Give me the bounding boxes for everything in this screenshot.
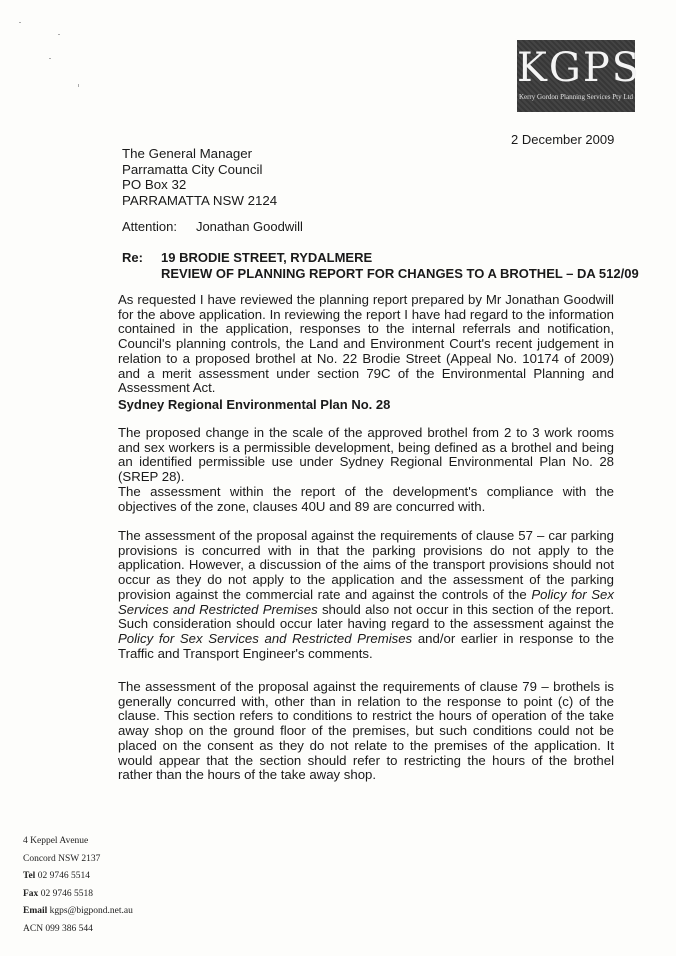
subject-lines xyxy=(161,250,639,281)
attention-line xyxy=(122,219,303,234)
recipient-line: PARRAMATTA NSW 2124 xyxy=(122,192,278,208)
logo-mark: KGPS xyxy=(517,45,642,91)
email-address: kgps@bigpond.net.au xyxy=(49,906,133,916)
paragraph: The assessment of the proposal against the requirements of clause 79 – brothels is generally concurred with, other than in relation to the response to point (c) of the clause. This section refers to conditions to restrict the hours of operation of the take away shop on the ground floor of the premises, but such conditions could not be placed on the consent as they do not relate to the premises of the application. It would appear that the section should refer to restricting the hours of the brothel rather than the hours of the take away shop. xyxy=(118,679,614,783)
scan-speck xyxy=(78,84,79,87)
logo-subtitle: Kerry Gordon Planning Services Pty Ltd xyxy=(518,93,634,101)
tel-label: Tel xyxy=(23,871,36,881)
section-heading: Sydney Regional Environmental Plan No. 28 xyxy=(118,397,391,412)
paragraph-text: The assessment of the proposal against the requirements of clause 57 – car parking provisions is concurred with in that the parking provisions do not apply to the application. However, a discussion of the aims of the transport provisions should not occur as they do not apply to the application and the assessment of the parking provision against the commercial rate and against the controls of the xyxy=(118,528,614,602)
subject-line: REVIEW OF PLANNING REPORT FOR CHANGES TO A BROTHEL – DA 512/09 xyxy=(161,265,639,281)
paragraph: As requested I have reviewed the planning report prepared by Mr Jonathan Goodwill for the above application. In reviewing the report I have had regard to the information contained in the application, responses to the internal referrals and notification, Council's planning controls, the Land and Environment Court's recent judgement in relation to a proposed brothel at No. 22 Brodie Street (Appeal No. 10174 of 2009) and a merit assessment under section 79C of the Environmental Planning and Assessment Act. xyxy=(118,292,614,396)
footer-tel xyxy=(23,868,133,886)
paragraph-text: should also not occur in this section of the report. Such consideration should occur later having regard to the assessment against the xyxy=(118,601,614,632)
footer-email xyxy=(23,903,133,921)
company-contact-footer xyxy=(23,833,133,938)
paragraph xyxy=(118,529,614,661)
fax-number: 02 9746 5518 xyxy=(40,888,93,899)
subject-label: Re: xyxy=(122,250,143,265)
recipient-line: The General Manager xyxy=(122,146,253,161)
company-logo xyxy=(517,40,642,112)
scan-speck xyxy=(19,22,21,23)
tel-number: 02 9746 5514 xyxy=(37,871,90,881)
paragraph-text: and/or earlier in response to the Traffic and Transport Engineer's comments. xyxy=(118,630,614,661)
footer-fax xyxy=(23,886,133,904)
recipient-line: PO Box 32 xyxy=(122,177,187,192)
footer-suburb: Concord NSW 2137 xyxy=(23,853,101,864)
letter-date: 2 December 2009 xyxy=(511,132,615,147)
recipient-address xyxy=(122,146,277,208)
paragraph: The proposed change in the scale of the approved brothel from 2 to 3 work rooms and sex workers is a permissible development, being defined as a brothel and being an identified permissible use under Sydney Regional Environmental Plan No. 28 (SREP 28). xyxy=(118,425,614,485)
email-label: Email xyxy=(23,906,48,916)
scan-speck xyxy=(58,34,60,35)
footer-acn: ACN 099 386 544 xyxy=(23,923,93,934)
attention-name: Jonathan Goodwill xyxy=(195,219,303,234)
subject-line: 19 BRODIE STREET, RYDALMERE xyxy=(161,250,373,265)
policy-title: Policy for Sex Services and Restricted Premises xyxy=(118,586,614,617)
fax-label: Fax xyxy=(23,888,39,899)
policy-title: Policy for Sex Services and Restricted Premises xyxy=(118,630,413,646)
paragraph: The assessment within the report of the development's compliance with the objectives of the zone, clauses 40U and 89 are concurred with. xyxy=(118,484,614,514)
attention-label: Attention: xyxy=(122,219,177,234)
footer-street: 4 Keppel Avenue xyxy=(23,836,89,846)
recipient-line: Parramatta City Council xyxy=(122,161,263,177)
scan-speck xyxy=(49,58,51,59)
